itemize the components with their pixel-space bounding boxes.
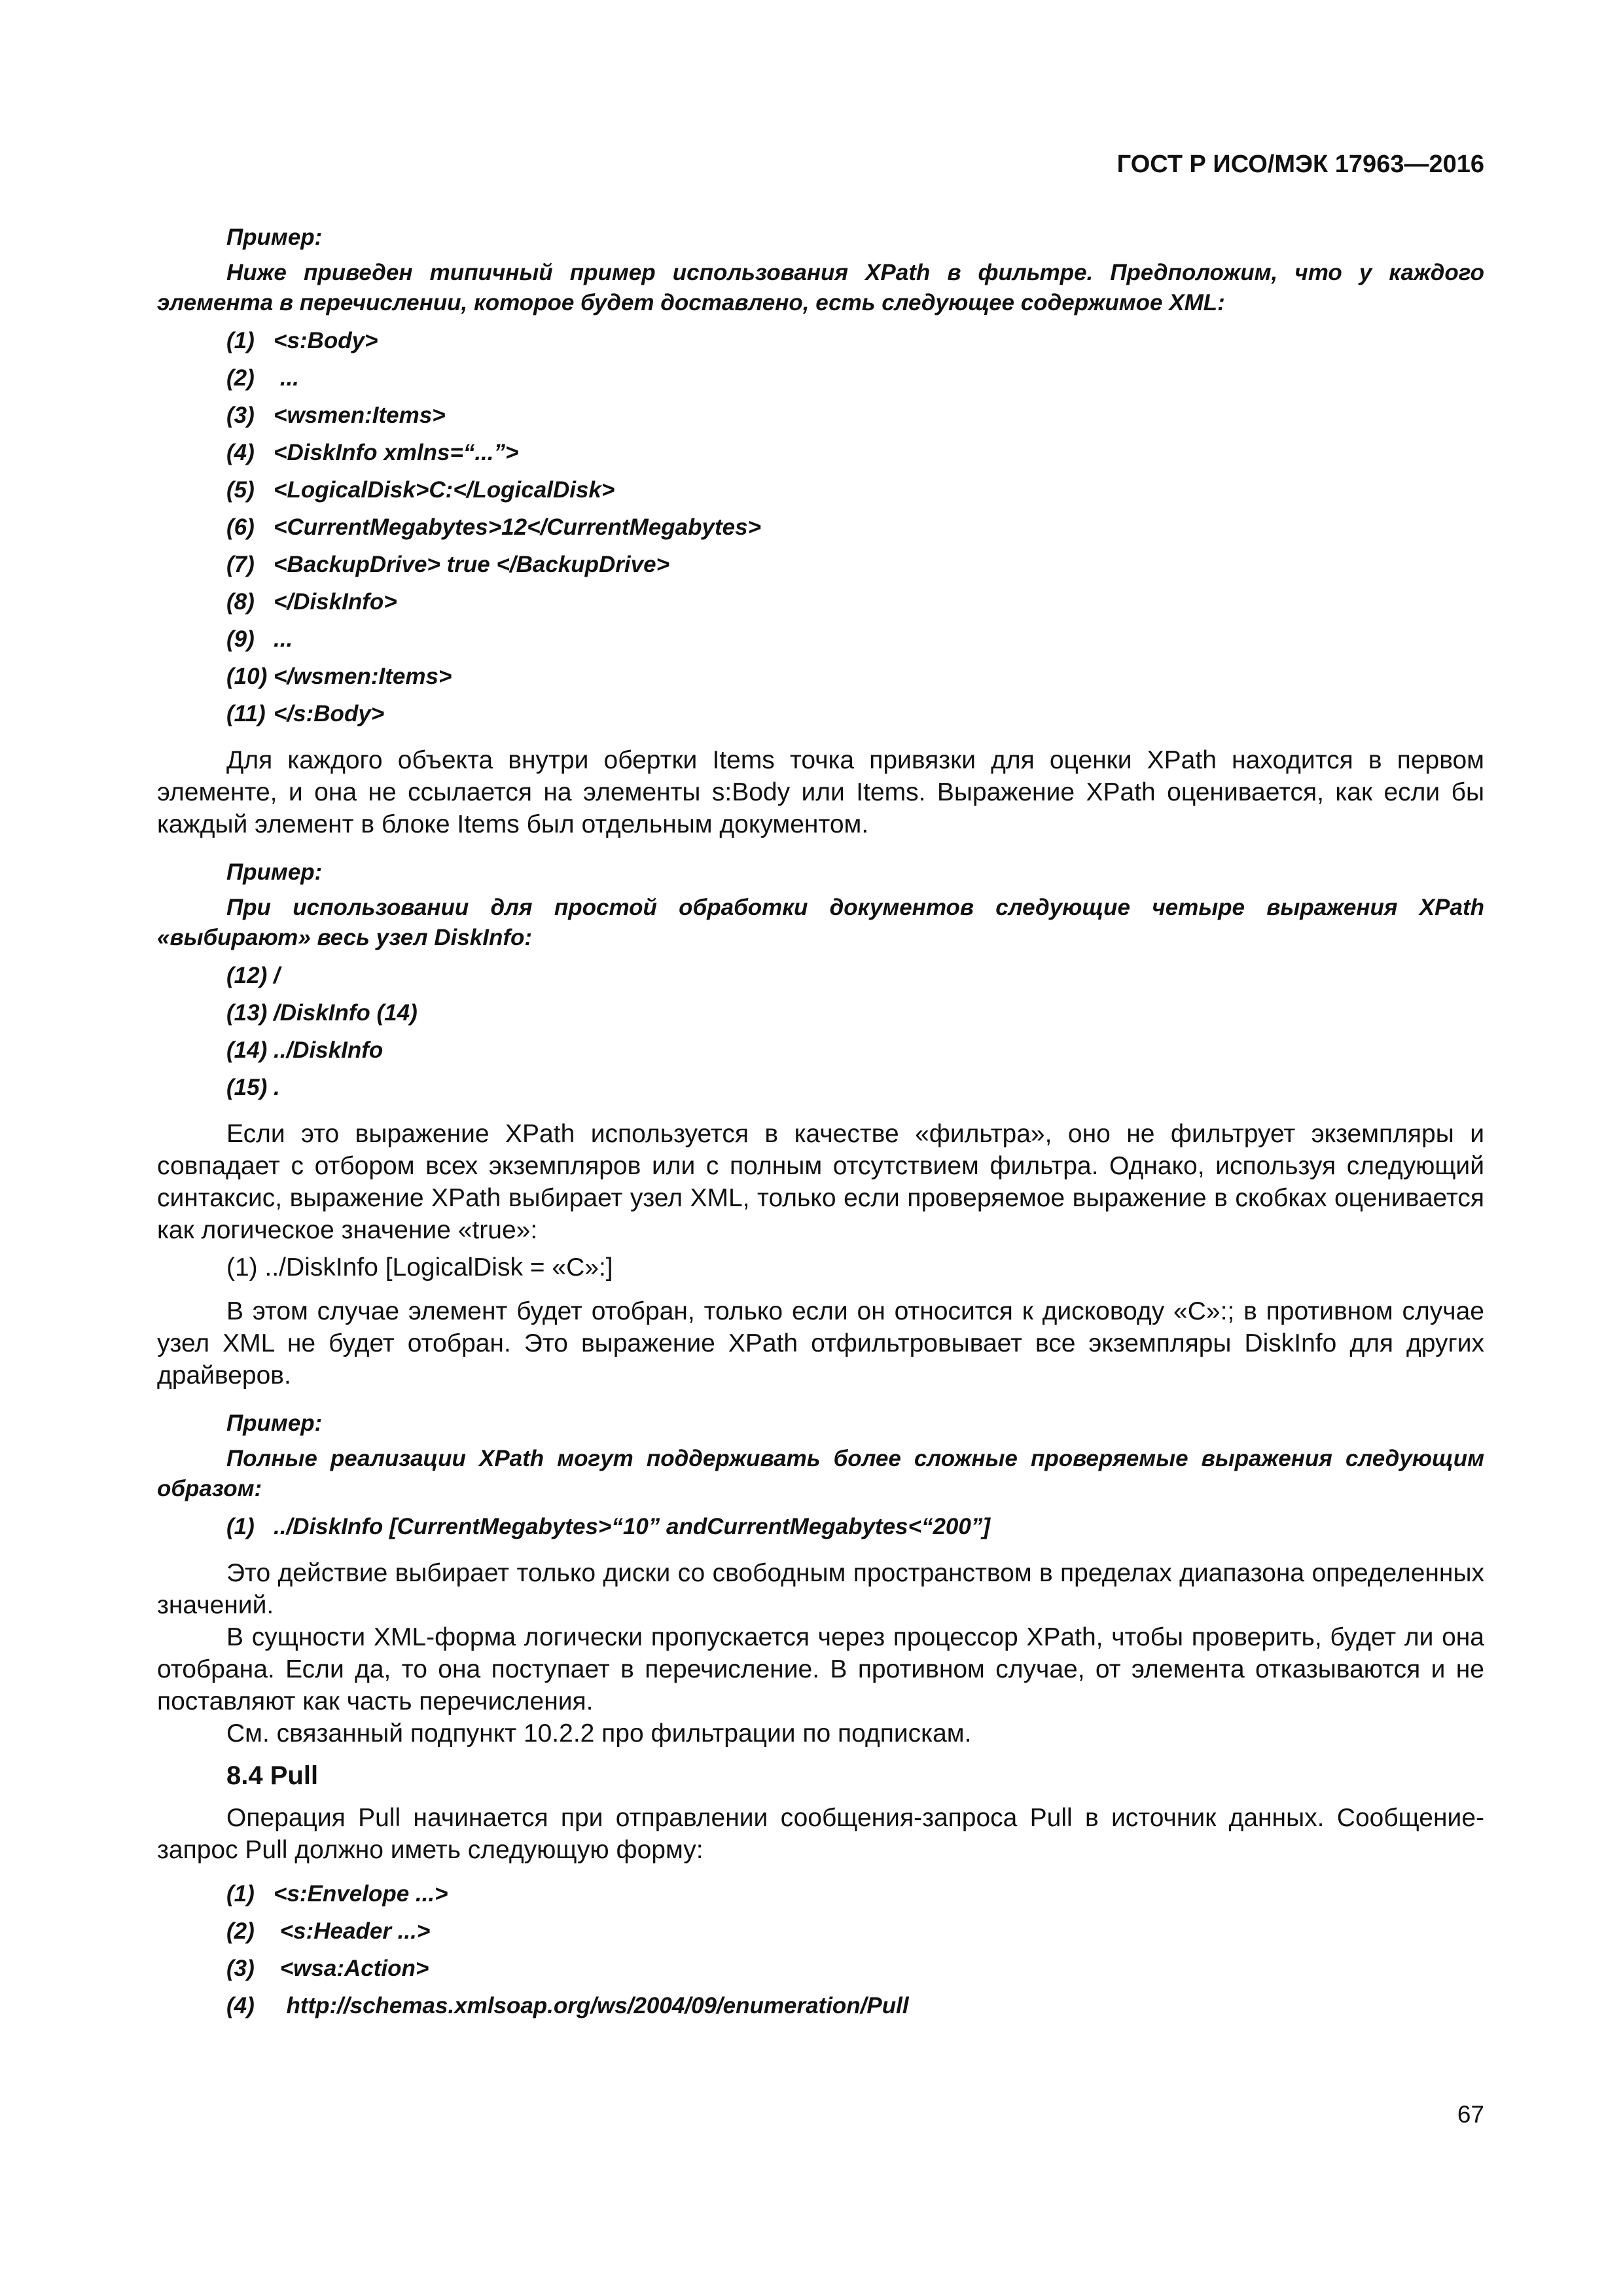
code-line bbox=[157, 322, 1484, 359]
code-line bbox=[157, 994, 1484, 1031]
code-text: </DiskInfo> bbox=[274, 589, 397, 615]
example-text: Ниже приведен типичный пример использования XPath в фильтре. Предположим, что у каждого элемента в перечислении, которое будет доставлено, есть следующее содержимое XML: bbox=[157, 260, 1484, 315]
code-line bbox=[157, 620, 1484, 658]
example-text: При использовании для простой обработки документов следующие четыре выражения XPath «выбирают» весь узел DiskInfo: bbox=[157, 895, 1484, 950]
line-number: (10) bbox=[226, 664, 268, 689]
code-line bbox=[157, 434, 1484, 471]
example-title: Пример: bbox=[226, 1410, 323, 1436]
line-number: (1) bbox=[226, 328, 255, 353]
line-number: (1) bbox=[226, 1514, 255, 1539]
code-line bbox=[157, 1508, 1484, 1545]
code-line bbox=[157, 583, 1484, 620]
line-number: (6) bbox=[226, 514, 255, 540]
example-title: Пример: bbox=[226, 224, 323, 250]
code-text: <wsa:Action> bbox=[274, 1956, 429, 1981]
line-number: (1) bbox=[226, 1881, 255, 1907]
code-line bbox=[157, 1987, 1484, 2024]
section-heading: 8.4 Pull bbox=[226, 1761, 319, 1790]
code-text: </wsmen:Items> bbox=[274, 664, 452, 689]
code-text: . bbox=[274, 1075, 280, 1100]
code-line bbox=[157, 1031, 1484, 1069]
code-line bbox=[157, 546, 1484, 583]
code-text: ../DiskInfo bbox=[274, 1037, 383, 1063]
line-number: (7) bbox=[226, 552, 255, 577]
line-number: (13) bbox=[226, 1000, 268, 1026]
code-listing bbox=[157, 1875, 1484, 2024]
code-text: <DiskInfo xmlns=“...”> bbox=[274, 440, 519, 465]
example-title: Пример: bbox=[226, 859, 323, 885]
paragraph: Если это выражение XPath используется в качестве «фильтра», оно не фильтрует экземпляры и совпадает с отбором всех экземпляров или с полным отсутствием фильтра. Однако, используя следующий синтаксис, выражение XPath выбирает узел XML, только если проверяемое выражение в скобках оценивается как логическое значение «true»: bbox=[157, 1120, 1484, 1244]
code-text: ... bbox=[274, 365, 299, 391]
code-line bbox=[157, 1069, 1484, 1106]
code-text: /DiskInfo (14) bbox=[274, 1000, 418, 1026]
line-number: (12) bbox=[226, 963, 268, 988]
paragraph: Операция Pull начинается при отправлении сообщения-запроса Pull в источник данных. Сообщение-запрос Pull должно иметь следующую форму: bbox=[157, 1804, 1484, 1864]
code-text: ../DiskInfo [CurrentMegabytes>“10” andCurrentMegabytes<“200”] bbox=[274, 1514, 991, 1539]
line-number: (9) bbox=[226, 626, 255, 652]
code-line bbox=[157, 471, 1484, 509]
code-listing bbox=[157, 1508, 1484, 1545]
document-header: ГОСТ Р ИСО/МЭК 17963—2016 bbox=[1116, 151, 1484, 178]
line-number: (4) bbox=[226, 440, 255, 465]
paragraph: Это действие выбирает только диски со свободным пространством в пределах диапазона определенных значений. bbox=[157, 1559, 1484, 1619]
code-line bbox=[157, 1912, 1484, 1950]
code-text: <s:Header ...> bbox=[274, 1918, 431, 1944]
paragraph: См. связанный подпункт 10.2.2 про фильтрации по подпискам. bbox=[226, 1719, 972, 1748]
code-text: </s:Body> bbox=[274, 701, 385, 726]
line-number: (2) bbox=[226, 365, 255, 391]
page-number: 67 bbox=[1457, 2101, 1484, 2128]
line-number: (2) bbox=[226, 1918, 255, 1944]
code-line bbox=[157, 509, 1484, 546]
line-number: (5) bbox=[226, 477, 255, 503]
code-text: http://schemas.xmlsoap.org/ws/2004/09/enumeration/Pull bbox=[274, 1993, 909, 2018]
code-line bbox=[157, 359, 1484, 397]
line-number: (3) bbox=[226, 403, 255, 428]
code-text: ... bbox=[274, 626, 293, 652]
line-number: (3) bbox=[226, 1956, 255, 1981]
line-number: (8) bbox=[226, 589, 255, 615]
xpath-expression: (1) ../DiskInfo [LogicalDisk = «C»:] bbox=[226, 1253, 613, 1282]
line-number: (14) bbox=[226, 1037, 268, 1063]
code-text: <LogicalDisk>C:</LogicalDisk> bbox=[274, 477, 615, 503]
example-text: Полные реализации XPath могут поддерживать более сложные проверяемые выражения следующим образом: bbox=[157, 1446, 1484, 1501]
code-text: <CurrentMegabytes>12</CurrentMegabytes> bbox=[274, 514, 761, 540]
line-number: (11) bbox=[226, 701, 266, 726]
code-line bbox=[157, 957, 1484, 994]
paragraph: В сущности XML-форма логически пропускается через процессор XPath, чтобы проверить, будет ли она отобрана. Если да, то она поступает в перечисление. В противном случае, от элемента отказываются и не поставляют как часть перечисления. bbox=[157, 1623, 1484, 1715]
page-content bbox=[157, 223, 1484, 2024]
code-listing bbox=[157, 322, 1484, 732]
code-line bbox=[157, 1875, 1484, 1912]
line-number: (4) bbox=[226, 1993, 255, 2018]
code-listing bbox=[157, 957, 1484, 1106]
code-text: <s:Body> bbox=[274, 328, 378, 353]
code-line bbox=[157, 658, 1484, 695]
code-line bbox=[157, 397, 1484, 434]
code-text: / bbox=[274, 963, 280, 988]
line-number: (15) bbox=[226, 1075, 268, 1100]
code-line bbox=[157, 1950, 1484, 1987]
paragraph: В этом случае элемент будет отобран, только если он относится к дисководу «C»:; в противном случае узел XML не будет отобран. Это выражение XPath отфильтровывает все экземпляры DiskInfo для других драйверов. bbox=[157, 1297, 1484, 1390]
code-text: <wsmen:Items> bbox=[274, 403, 446, 428]
code-text: <s:Envelope ...> bbox=[274, 1881, 448, 1907]
paragraph: Для каждого объекта внутри обертки Items точка привязки для оценки XPath находится в первом элементе, и она не ссылается на элементы s:Body или Items. Выражение XPath оценивается, как если бы каждый элемент в блоке Items был отдельным документом. bbox=[157, 746, 1484, 838]
code-text: <BackupDrive> true </BackupDrive> bbox=[274, 552, 670, 577]
code-line bbox=[157, 695, 1484, 732]
